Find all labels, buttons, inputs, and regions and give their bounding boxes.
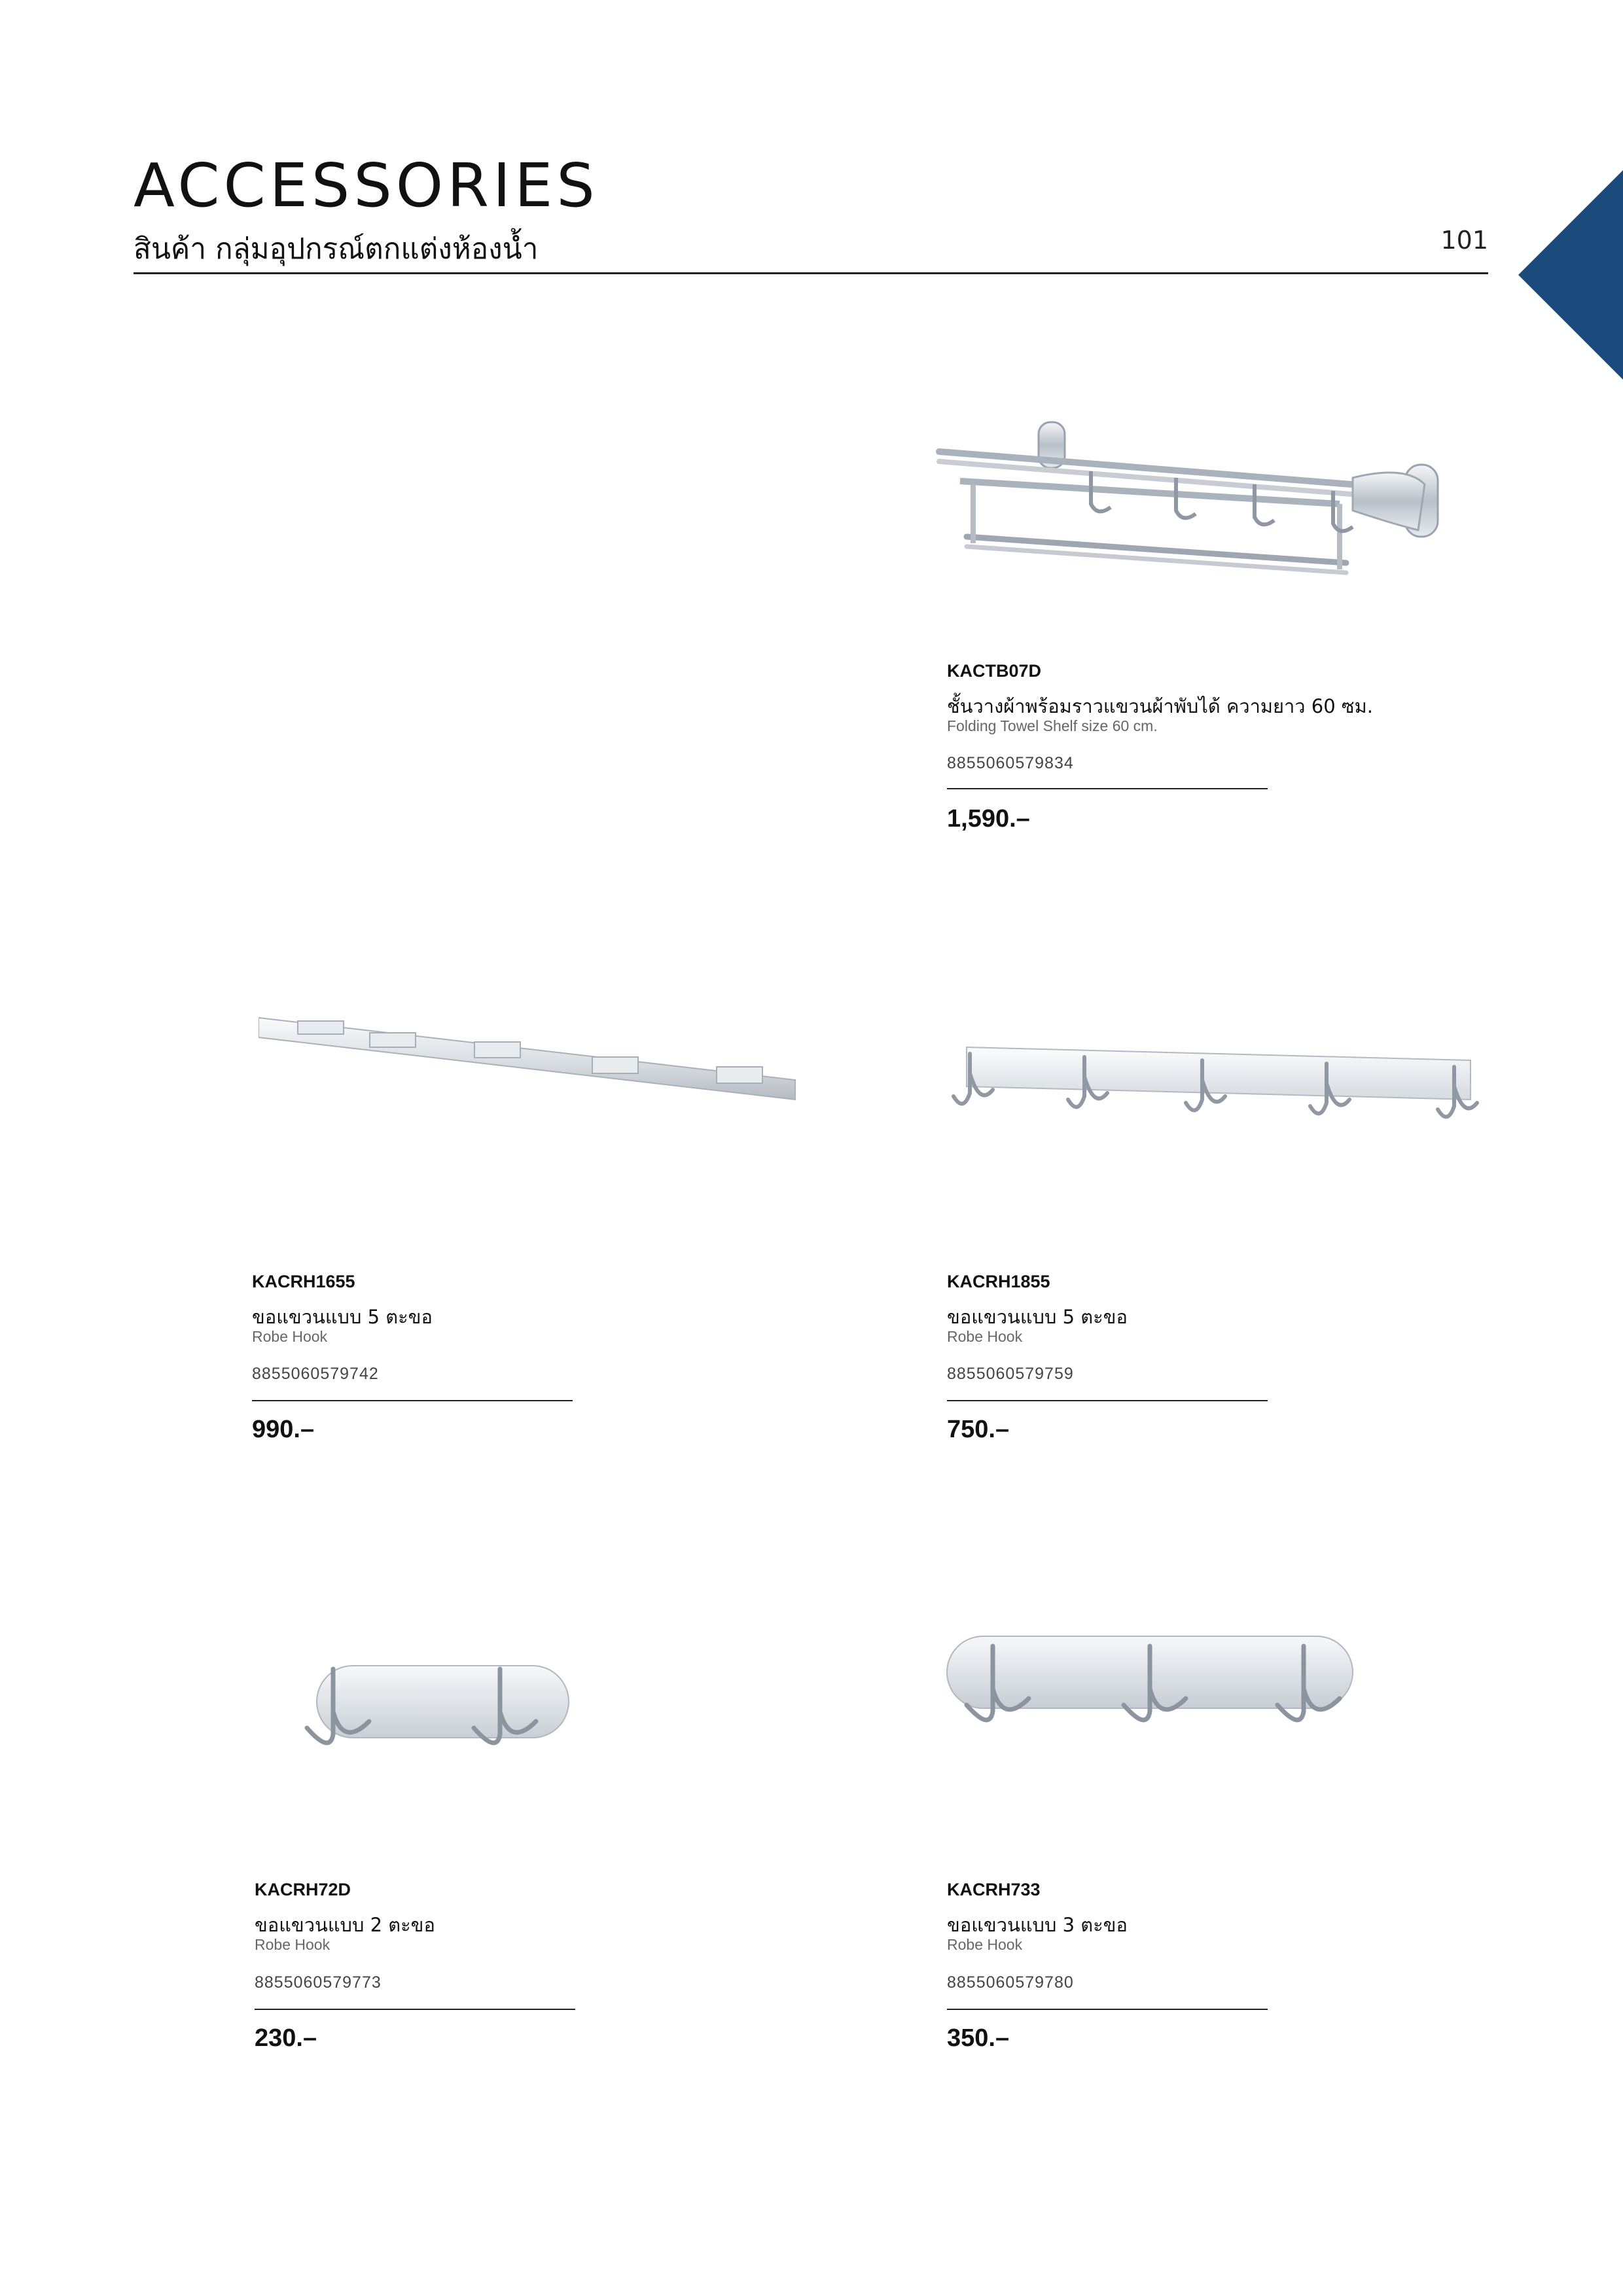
product-name-thai: ขอแขวนแบบ 2 ตะขอ	[255, 1914, 435, 1936]
product-name-thai: ขอแขวนแบบ 5 ตะขอ	[252, 1306, 433, 1328]
product-price: 350.–	[947, 2024, 1010, 2052]
product-name-english: Folding Towel Shelf size 60 cm.	[947, 717, 1158, 734]
product-price: 230.–	[255, 2024, 317, 2052]
product-card-kacrh1655	[252, 1001, 618, 1460]
page-subtitle: สินค้า กลุ่มอุปกรณ์ตกแต่งห้องน้ำ	[134, 232, 539, 266]
product-name-english: Robe Hook	[252, 1328, 328, 1345]
product-barcode: 8855060579742	[252, 1365, 379, 1383]
product-code: KACRH733	[947, 1880, 1041, 1899]
two-hook-rail-image	[304, 1656, 579, 1767]
page-title: ACCESSORIES	[134, 151, 599, 221]
product-card-kacrh1855	[947, 1034, 1313, 1460]
five-hook-rail-image	[947, 1034, 1497, 1145]
five-hook-rail-flat-image	[259, 1001, 808, 1119]
header-divider	[134, 272, 1488, 274]
product-price: 990.–	[252, 1416, 315, 1443]
product-name-english: Robe Hook	[947, 1936, 1023, 1953]
product-code: KACRH72D	[255, 1880, 351, 1899]
product-code: KACRH1655	[252, 1272, 355, 1291]
product-card-kactb07d	[947, 412, 1373, 857]
page-number: 101	[1440, 226, 1488, 255]
three-hook-rail-image	[940, 1630, 1359, 1748]
price-divider	[947, 2009, 1268, 2010]
corner-tab-marker	[1518, 170, 1623, 380]
product-name-thai: ชั้นวางผ้าพร้อมราวแขวนผ้าพับได้ ความยาว 60 ซม.	[947, 695, 1373, 717]
product-code: KACRH1855	[947, 1272, 1050, 1291]
price-divider	[947, 1400, 1268, 1401]
product-price: 1,590.–	[947, 805, 1030, 833]
product-barcode: 8855060579773	[255, 1973, 382, 1992]
folding-towel-shelf-image	[934, 412, 1457, 628]
product-barcode: 8855060579759	[947, 1365, 1074, 1383]
product-name-thai: ขอแขวนแบบ 3 ตะขอ	[947, 1914, 1128, 1936]
product-card-kacrh733	[947, 1630, 1313, 2068]
product-name-english: Robe Hook	[947, 1328, 1023, 1345]
product-price: 750.–	[947, 1416, 1010, 1443]
price-divider	[947, 788, 1268, 789]
product-barcode: 8855060579780	[947, 1973, 1074, 1992]
product-name-english: Robe Hook	[255, 1936, 330, 1953]
price-divider	[252, 1400, 573, 1401]
product-card-kacrh72d	[255, 1656, 621, 2068]
price-divider	[255, 2009, 575, 2010]
product-name-thai: ขอแขวนแบบ 5 ตะขอ	[947, 1306, 1128, 1328]
product-code: KACTB07D	[947, 661, 1042, 681]
product-barcode: 8855060579834	[947, 754, 1074, 772]
